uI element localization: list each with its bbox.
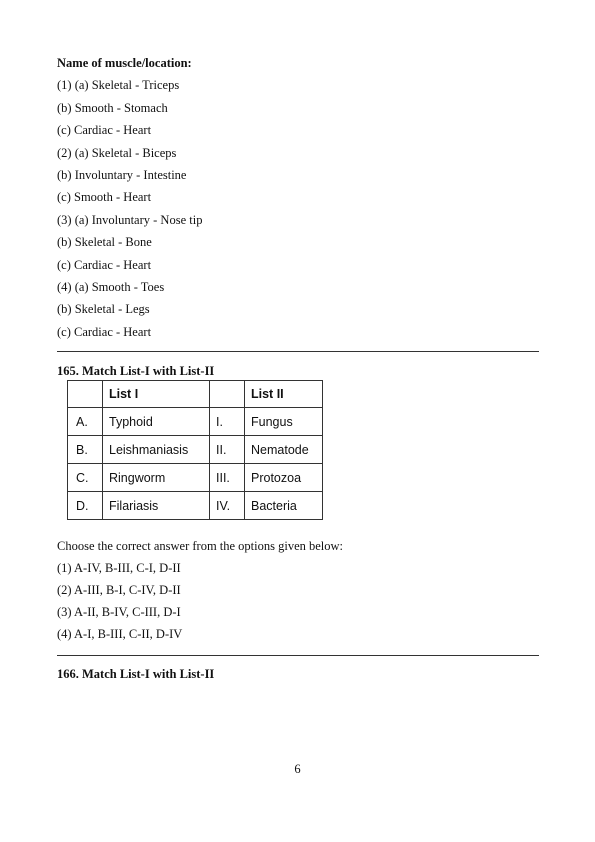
table-row [68,492,323,520]
table-row [68,436,323,464]
answer-option: (4) A-I, B-III, C-II, D-IV [57,627,183,641]
muscle-option-line: (b) Smooth - Stomach [57,101,168,115]
table-header-row [68,381,323,408]
row-letter: D. [68,492,103,520]
section-divider [57,655,539,656]
answer-instruction: Choose the correct answer from the options given below: [57,539,344,553]
row-letter: A. [68,408,103,436]
question-166-title: 166. Match List-I with List-II [57,667,215,681]
muscle-heading: Name of muscle/location: [57,56,192,70]
row-item: Filariasis [103,492,210,520]
muscle-option-line: (c) Cardiac - Heart [57,325,152,339]
answer-option: (3) A-II, B-IV, C-III, D-I [57,605,181,619]
muscle-option-line: (2) (a) Skeletal - Biceps [57,146,177,160]
muscle-option-line: (4) (a) Smooth - Toes [57,280,165,294]
muscle-option-line: (b) Skeletal - Legs [57,302,150,316]
answer-option: (1) A-IV, B-III, C-I, D-II [57,561,181,575]
muscle-option-line: (3) (a) Involuntary - Nose tip [57,213,203,227]
header-list-2: List II [245,381,323,408]
table-row [68,464,323,492]
page-number: 6 [294,762,301,776]
muscle-option-line: (b) Involuntary - Intestine [57,168,187,182]
row-numeral: III. [210,464,245,492]
answer-option: (2) A-III, B-I, C-IV, D-II [57,583,181,597]
question-165-title: 165. Match List-I with List-II [57,364,215,378]
row-item: Leishmaniasis [103,436,210,464]
row-numeral: I. [210,408,245,436]
row-match: Nematode [245,436,323,464]
muscle-option-line: (c) Cardiac - Heart [57,123,152,137]
match-table [67,380,323,520]
section-divider [57,351,539,352]
row-item: Typhoid [103,408,210,436]
muscle-option-line: (c) Cardiac - Heart [57,258,152,272]
header-empty-cell [210,381,245,408]
muscle-option-line: (c) Smooth - Heart [57,190,152,204]
muscle-option-line: (1) (a) Skeletal - Triceps [57,78,180,92]
table-row [68,408,323,436]
header-list-1: List I [103,381,210,408]
row-numeral: IV. [210,492,245,520]
row-item: Ringworm [103,464,210,492]
row-numeral: II. [210,436,245,464]
row-match: Bacteria [245,492,323,520]
header-empty-cell [68,381,103,408]
row-match: Protozoa [245,464,323,492]
row-letter: B. [68,436,103,464]
row-match: Fungus [245,408,323,436]
muscle-option-line: (b) Skeletal - Bone [57,235,152,249]
row-letter: C. [68,464,103,492]
